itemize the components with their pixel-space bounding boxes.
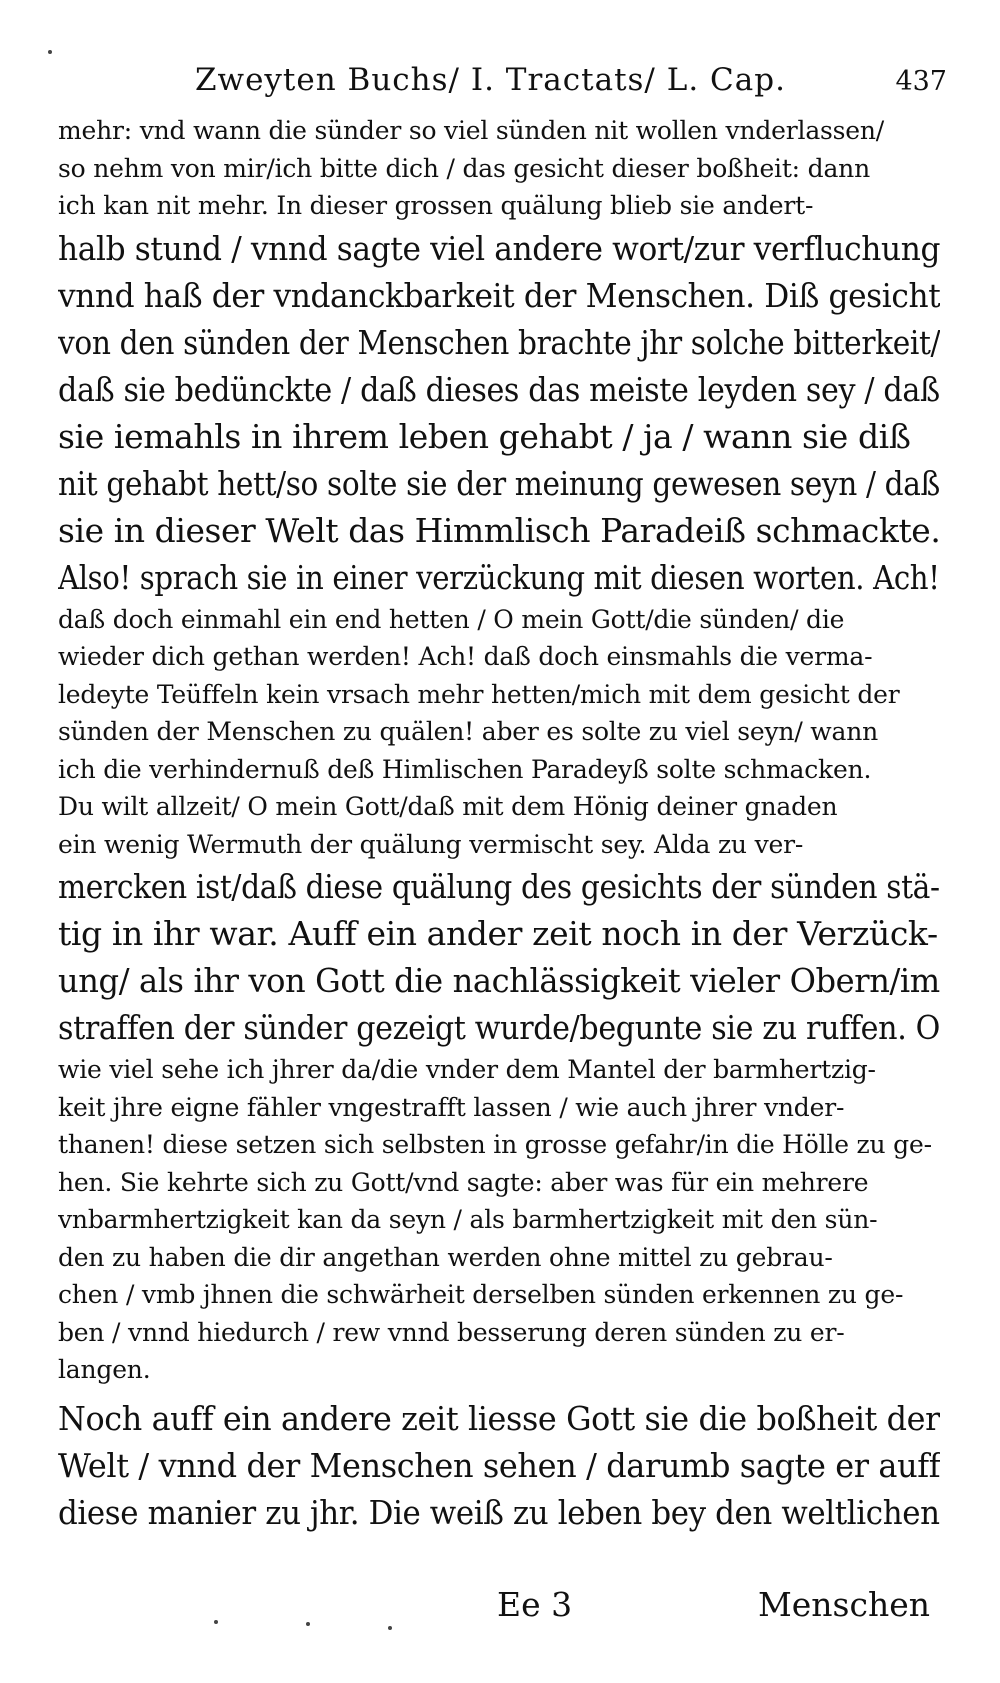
text-line: sünden der Menschen zu quälen! aber es solte zu viel seyn/ wann xyxy=(58,717,878,746)
text-line: ben / vnnd hiedurch / rew vnnd besserung deren sünden zu er- xyxy=(58,1317,845,1347)
text-line: sie in dieser Welt das Himmlisch Paradeiß schmackte. xyxy=(58,510,940,550)
text-line: Du wilt allzeit/ O mein Gott/daß mit dem Hönig deiner gnaden xyxy=(58,792,838,821)
text-line: von den sünden der Menschen brachte jhr solche bitterkeit/ xyxy=(58,322,940,362)
text-line: keit jhre eigne fähler vngestrafft lassen / wie auch jhrer vnder- xyxy=(58,1092,845,1122)
text-line: thanen! diese setzen sich selbsten in grosse gefahr/in die Hölle zu ge- xyxy=(58,1130,932,1159)
text-line: wieder dich gethan werden! Ach! daß doch einsmahls die verma- xyxy=(58,642,873,671)
text-line: chen / vmb jhnen die schwärheit derselben sünden erkennen zu ge- xyxy=(58,1280,904,1309)
text-line: ung/ als ihr von Gott die nachlässigkeit vieler Obern/im xyxy=(58,961,940,1000)
text-line: mercken ist/daß diese quälung des gesichts der sünden stä- xyxy=(58,867,940,906)
page-footer xyxy=(0,1585,1000,1645)
text-line: ich die verhindernuß deß Himlischen Paradeyß solte schmacken. xyxy=(58,754,872,784)
text-line: vnnd haß der vndanckbarkeit der Menschen. Diß gesicht xyxy=(58,275,940,315)
text-line: ein wenig Wermuth der quälung vermischt sey. Alda zu ver- xyxy=(58,829,804,859)
scan-speck xyxy=(388,1626,392,1630)
text-line: tig in ihr war. Auff ein ander zeit noch in der Verzück- xyxy=(58,914,938,953)
text-line: den zu haben die dir angethan werden ohne mittel zu gebrau- xyxy=(58,1242,833,1272)
page-header xyxy=(195,62,965,102)
text-line: Welt / vnnd der Menschen sehen / darumb sagte er auff xyxy=(58,1445,940,1485)
text-line: langen. xyxy=(58,1355,151,1384)
text-line: halb stund / vnnd sagte viel andere wort/zur verfluchung xyxy=(58,228,940,268)
text-line: so nehm von mir/ich bitte dich / das gesicht dieser boßheit: dann xyxy=(58,153,870,183)
text-line: Noch auff ein andere zeit liesse Gott sie die boßheit der xyxy=(58,1398,940,1438)
text-line: hen. Sie kehrte sich zu Gott/vnd sagte: aber was für ein mehrere xyxy=(58,1167,869,1197)
scan-speck xyxy=(214,1620,218,1624)
text-line: vnbarmhertzigkeit kan da seyn / als barmhertzigkeit mit den sün- xyxy=(58,1205,878,1234)
text-line: daß sie bedünckte / daß dieses das meiste leyden sey / daß xyxy=(58,369,940,409)
signature-mark: Ee 3 xyxy=(497,1585,573,1624)
body-text xyxy=(58,112,940,1536)
catchword: Menschen xyxy=(757,1585,930,1624)
text-line: straffen der sünder gezeigt wurde/begunte sie zu ruffen. O xyxy=(58,1008,940,1047)
text-line: ich kan nit mehr. In dieser grossen quälung blieb sie andert- xyxy=(58,191,814,220)
scan-speck xyxy=(48,50,52,54)
text-line: Also! sprach sie in einer verzückung mit diesen worten. Ach! xyxy=(58,557,940,597)
text-line: mehr: vnd wann die sünder so viel sünden nit wollen vnderlassen/ xyxy=(58,116,885,145)
text-line: sie iemahls in ihrem leben gehabt / ja / wann sie diß xyxy=(58,416,911,456)
text-line: wie viel sehe ich jhrer da/die vnder dem Mantel der barmhertzig- xyxy=(58,1055,876,1084)
text-line: diese manier zu jhr. Die weiß zu leben bey den weltlichen xyxy=(58,1492,940,1532)
page-number: 437 xyxy=(895,66,947,97)
text-line: ledeyte Teüffeln kein vrsach mehr hetten/mich mit dem gesicht der xyxy=(58,679,900,709)
text-line: nit gehabt hett/so solte sie der meinung gewesen seyn / daß xyxy=(58,463,940,503)
scan-speck xyxy=(306,1622,310,1626)
text-line: daß doch einmahl ein end hetten / O mein Gott/die sünden/ die xyxy=(58,604,845,634)
running-title: Zweyten Buchs/ I. Tractats/ L. Cap. xyxy=(195,62,786,98)
